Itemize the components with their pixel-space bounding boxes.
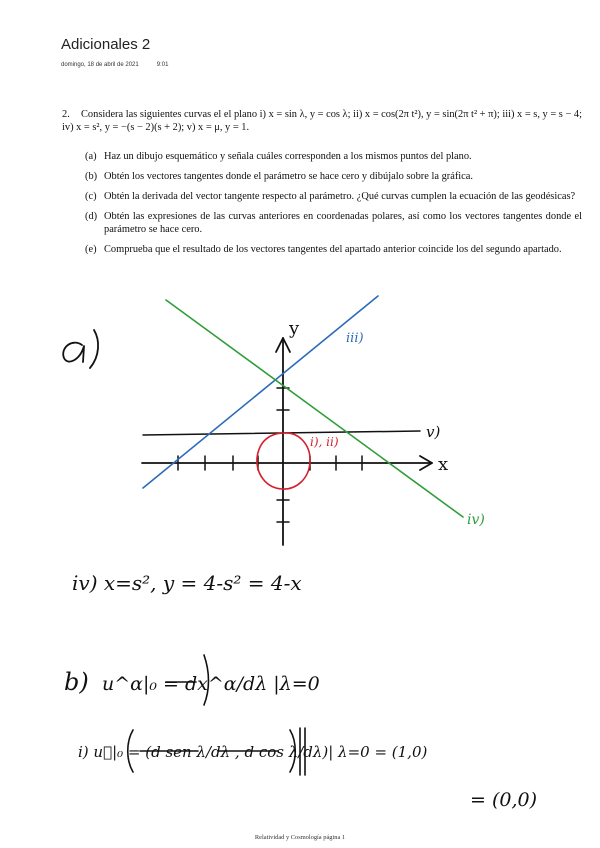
page-title: Adicionales 2 bbox=[61, 36, 151, 53]
b-ii-result: = (0,0) bbox=[470, 789, 538, 811]
axis-y-label: y bbox=[289, 318, 300, 339]
curve-iii-line bbox=[143, 296, 378, 488]
curve-v-label: v) bbox=[426, 423, 441, 441]
page-date-text: domingo, 18 de abril de 2021 bbox=[61, 62, 139, 68]
page-time-text: 9:01 bbox=[156, 62, 169, 68]
part-tag: (c) bbox=[85, 191, 97, 202]
curve-iv-label: iv) bbox=[467, 512, 485, 528]
page-footer: Relatividad y Cosmología página 1 bbox=[254, 834, 346, 841]
part-tag: (b) bbox=[85, 171, 98, 182]
part-text: Comprueba que el resultado de los vectores tangentes del apartado anterior coincide los del segundo apartado. bbox=[104, 244, 562, 255]
iv-equation: iv) x=s², y = 4-s² = 4-x bbox=[72, 571, 302, 595]
label-b: b) bbox=[64, 668, 89, 696]
part-text: Obtén los vectores tangentes donde el parámetro se hace cero y dibújalo sobre la gráfica. bbox=[104, 171, 474, 182]
part-tag: (e) bbox=[85, 244, 97, 255]
part-tag: (a) bbox=[85, 151, 97, 162]
curve-i-ii-label: i), ii) bbox=[310, 435, 339, 449]
b-formula: u^α|₀ = dx^α/dλ |λ=0 bbox=[102, 673, 320, 695]
b-i-formula: i) u⃗|₀ = (d sen λ/dλ , d cos λ/dλ)| λ=0 = (1,0) bbox=[78, 743, 428, 761]
problem-text: Considera las siguientes curvas el el plano i) x = sin λ, y = cos λ; ii) x = cos(2π t²), y = sin(2π t² + π); iii) x = s, y = s − 4; iv) x = s², y = −(s − 2)(s + 2); v) x = μ, y = 1. bbox=[62, 109, 582, 133]
part-tag: (d) bbox=[85, 211, 98, 222]
part-text: Obtén la derivada del vector tangente respecto al parámetro. ¿Qué curvas cumplen la ecuación de las geodésicas? bbox=[104, 191, 576, 202]
curve-iv-line bbox=[166, 300, 463, 517]
axis-x-label: x bbox=[438, 454, 449, 475]
curve-iii-label: iii) bbox=[346, 331, 364, 346]
part-text: Obtén las expresiones de las curvas anteriores en coordenadas polares, así como los vectores tangentes donde el parámetro se hace cero. bbox=[104, 211, 582, 235]
part-text: Haz un dibujo esquemático y señala cuáles corresponden a los mismos puntos del plano. bbox=[104, 151, 472, 162]
problem-number: 2. bbox=[62, 109, 70, 120]
